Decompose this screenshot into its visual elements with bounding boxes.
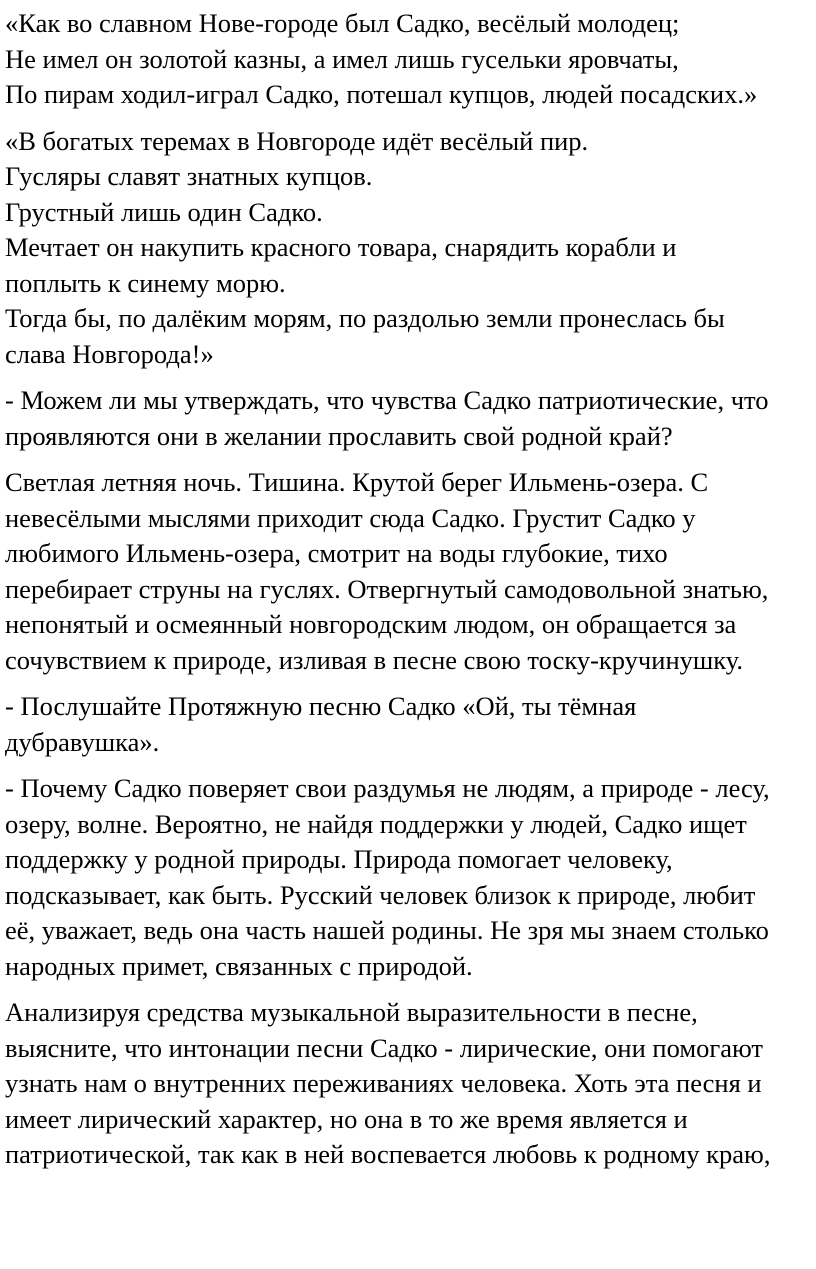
text-line: невесёлыми мыслями приходит сюда Садко. Грустит Садко у: [5, 502, 696, 533]
text-line: подсказывает, как быть. Русский человек близок к природе, любит: [5, 879, 756, 910]
text-line: По пирам ходил-играл Садко, потешал купцов, людей посадских.»: [5, 79, 758, 109]
nature-question-paragraph: [5, 771, 816, 984]
text-line: - Послушайте Протяжную песню Садко «Ой, ты тёмная: [5, 691, 637, 721]
text-line: выясните, что интонации песни Садко - лирические, они помогают: [5, 1032, 764, 1063]
text-line: Грустный лишь один Садко.: [5, 196, 323, 227]
text-line: узнать нам о внутренних переживаниях человека. Хоть эта песня и: [5, 1068, 762, 1098]
text-line: перебирает струны на гуслях. Отвергнутый самодовольной знатью,: [5, 573, 769, 604]
text-line: патриотической, так как в ней воспевается любовь к родному краю,: [5, 1139, 771, 1169]
text-line: «В богатых теремах в Новгороде идёт весёлый пир.: [5, 125, 589, 156]
text-line: народных примет, связанных с природой.: [5, 950, 473, 981]
text-line: дубравушка».: [5, 726, 160, 757]
text-line: Анализируя средства музыкальной выразительности в песне,: [5, 997, 698, 1027]
night-scene-paragraph: [5, 465, 816, 678]
text-line: поддержку у родной природы. Природа помогает человеку,: [5, 844, 673, 874]
text-line: Тогда бы, по далёким морям, по раздолью земли пронеслась бы: [5, 303, 725, 333]
listen-paragraph: [5, 689, 816, 760]
text-line: поплыть к синему морю.: [5, 267, 286, 298]
text-line: «Как во славном Нове-городе был Садко, весёлый молодец;: [5, 8, 680, 38]
text-line: имеет лирический характер, но она в то же время является и: [5, 1103, 688, 1134]
text-line: Гусляры славят знатных купцов.: [5, 161, 373, 191]
text-line: непонятый и осмеянный новгородским людом, он обращается за: [5, 609, 737, 639]
feast-quote-paragraph: [5, 124, 816, 373]
text-line: сочувствием к природе, изливая в песне свою тоску-кручинушку.: [5, 644, 744, 675]
text-line: - Можем ли мы утверждать, что чувства Садко патриотические, что: [5, 385, 769, 415]
epic-quote-paragraph: [5, 6, 816, 113]
question-paragraph: [5, 383, 816, 454]
text-line: - Почему Садко поверяет свои раздумья не людям, а природе - лесу,: [5, 773, 770, 803]
text-line: Мечтает он накупить красного товара, снарядить корабли и: [5, 232, 677, 262]
text-line: её, уважает, ведь она часть нашей родины. Не зря мы знаем столько: [5, 915, 769, 945]
text-line: Светлая летняя ночь. Тишина. Крутой берег Ильмень-озера. С: [5, 467, 709, 497]
text-line: проявляются они в желании прославить свой родной край?: [5, 420, 673, 451]
text-line: любимого Ильмень-озера, смотрит на воды глубокие, тихо: [5, 538, 668, 568]
text-line: озеру, волне. Вероятно, не найдя поддержки у людей, Садко ищет: [5, 808, 747, 839]
text-line: слава Новгорода!»: [5, 338, 214, 369]
analysis-paragraph: [5, 995, 816, 1173]
text-line: Не имел он золотой казны, а имел лишь гусельки яровчаты,: [5, 43, 679, 74]
